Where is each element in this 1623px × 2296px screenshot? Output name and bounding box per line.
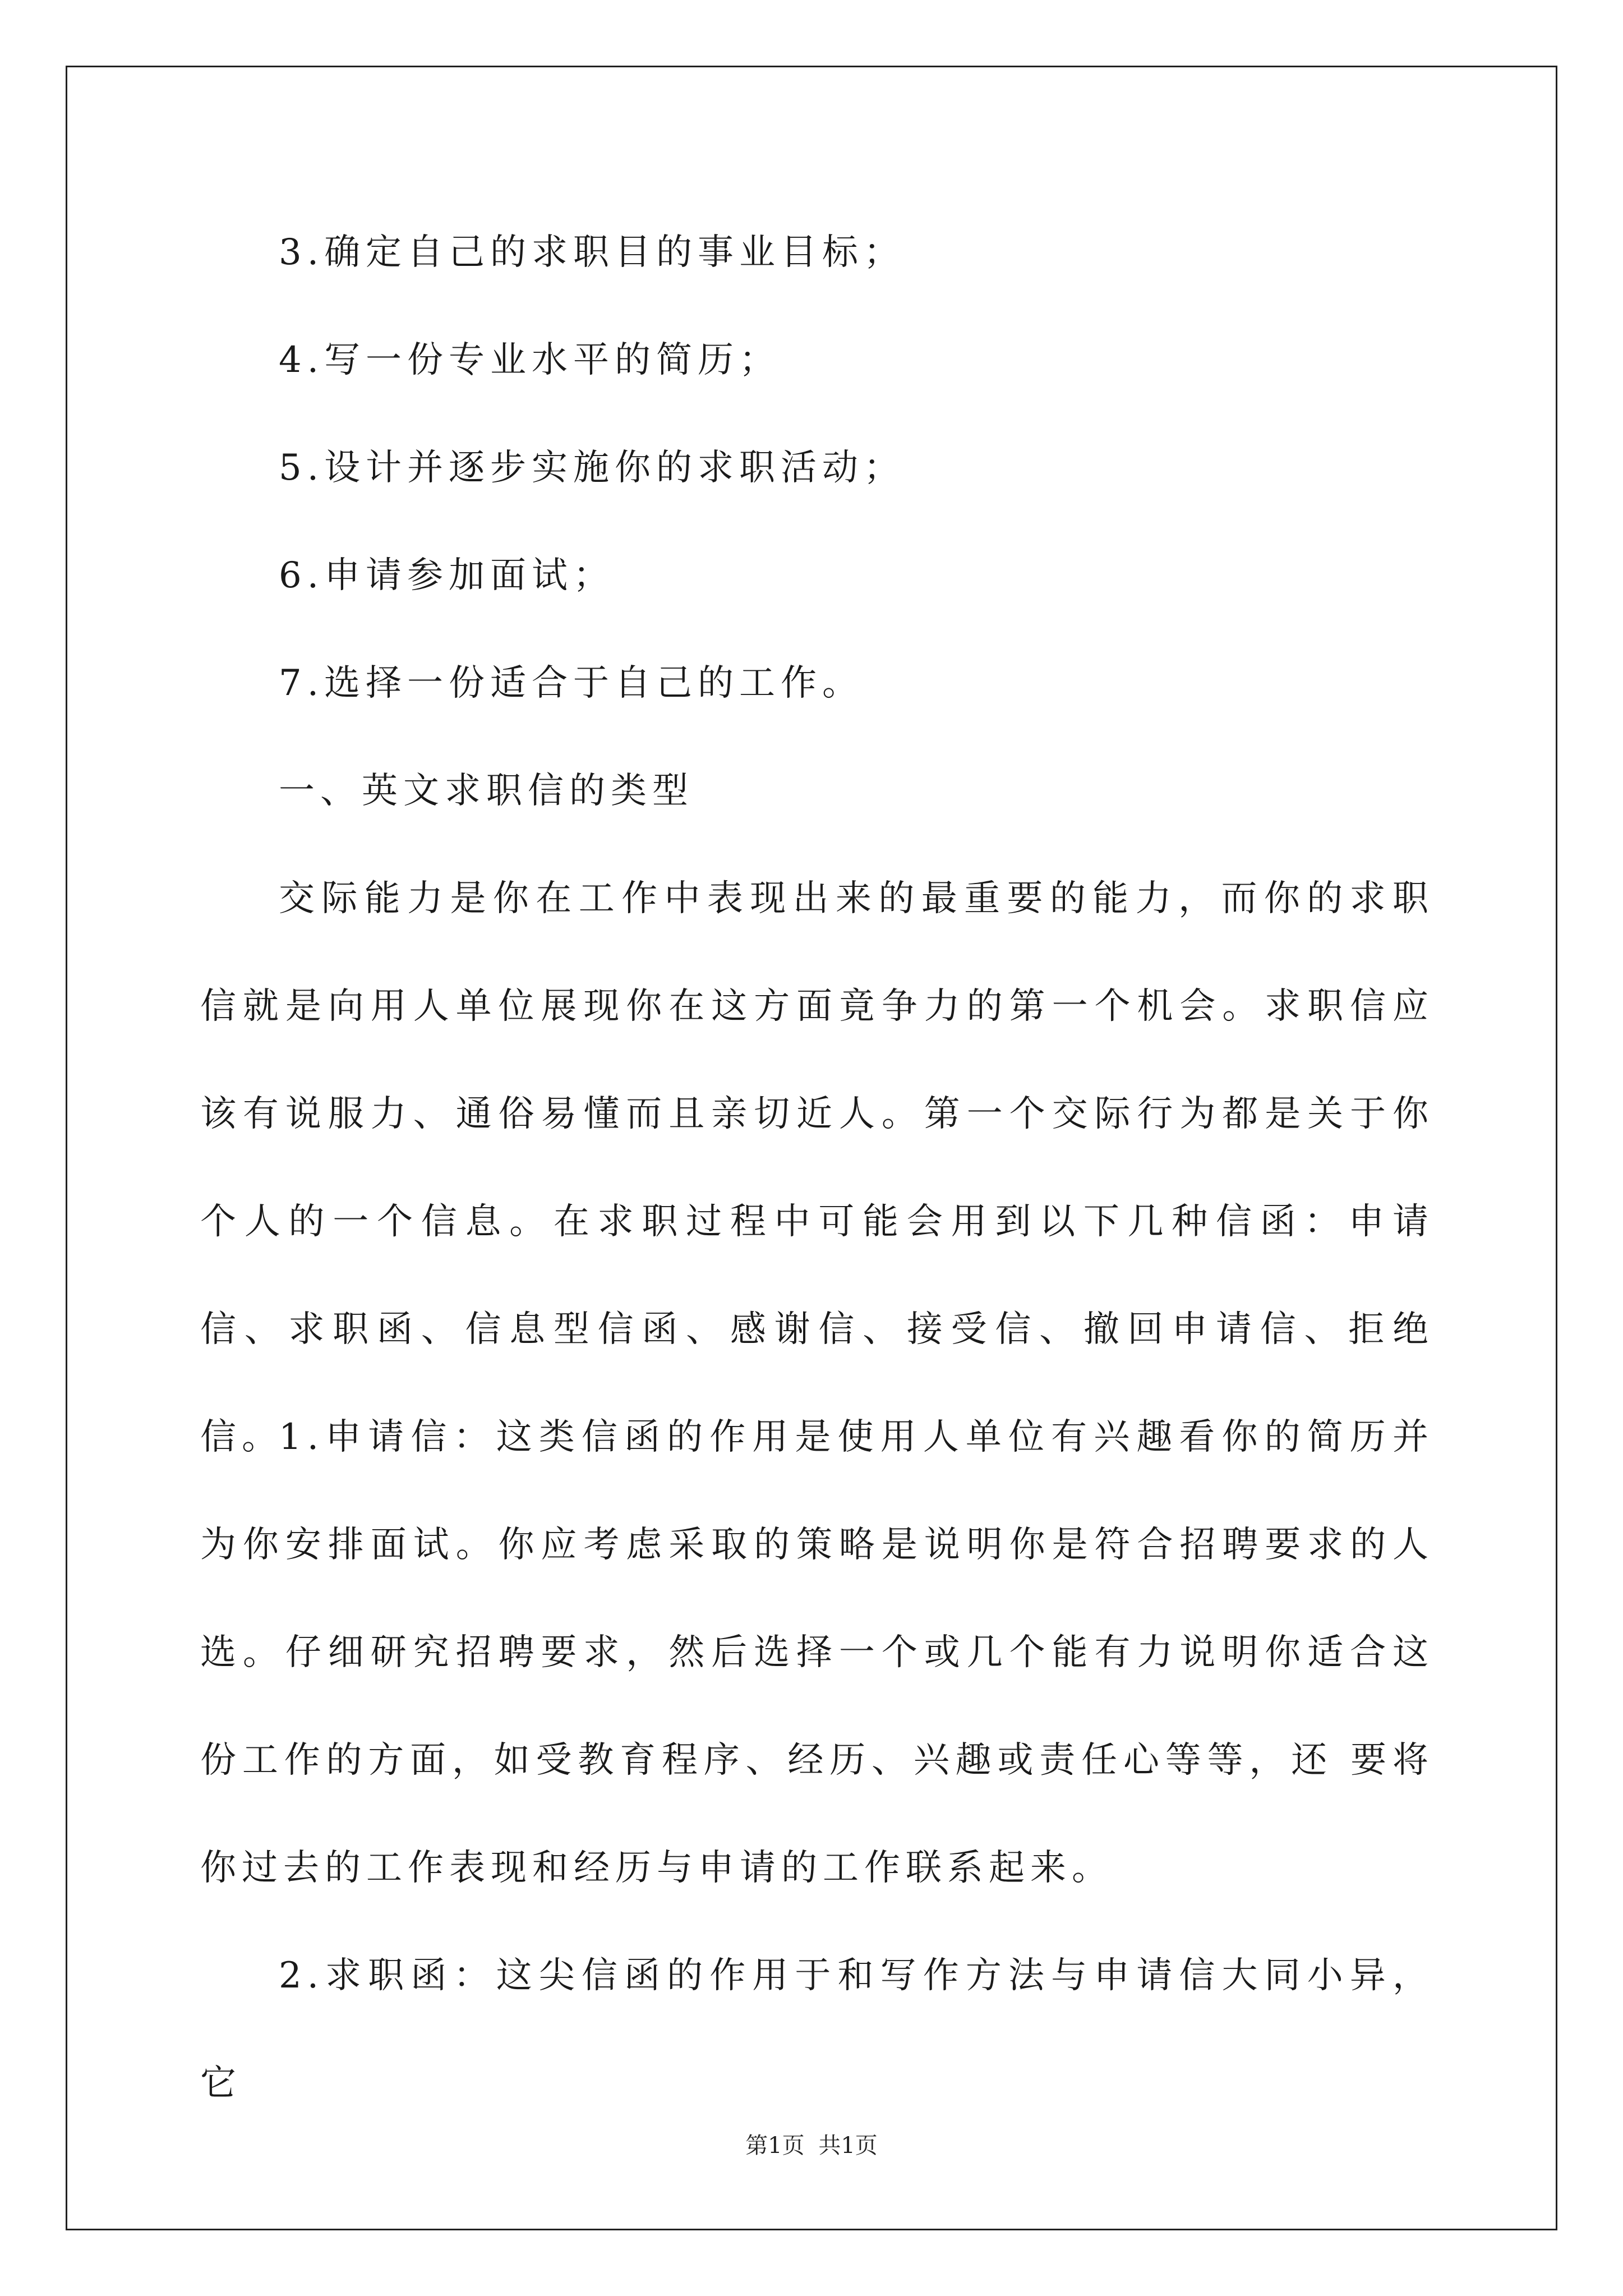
section-heading: 一、英文求职信的类型 bbox=[279, 770, 694, 812]
body-paragraph: 2.求职函：这尖信函的作用于和写作方法与申请信大同小异，它 bbox=[200, 1955, 1434, 2104]
body-paragraph: 交际能力是你在工作中表现出来的最重要的能力，而你的求职信就是向用人单位展现你在这方面竟争力的第一个机会。求职信应该有说服力、通俗易懂而且亲切近人。第一个交际行为都是关于你个人的一个信息。在求职过程中可能会用到以下几种信函：申请信、求职函、信息型信函、感谢信、接受信、撤回申请信、拒绝信。 bbox=[200, 878, 1434, 1458]
list-item: 5.设计并逐步实施你的求职活动； bbox=[279, 447, 906, 489]
page-footer bbox=[0, 2132, 1623, 2160]
list-item: 3.确定自己的求职目的事业目标； bbox=[279, 232, 906, 273]
page-total: 共1页 bbox=[818, 2133, 878, 2159]
page-number: 第1页 bbox=[745, 2133, 805, 2159]
body-paragraph: 1.申请信：这类信函的作用是使用人单位有兴趣看你的简历并为你安排面试。你应考虑采取的策略是说明你是符合招聘要求的人选。仔细研究招聘要求，然后选择一个或几个能有力说明你适合这份工作的方面，如受教育程序、经历、兴趣或责任心等等，还 要将你过去的工作表现和经历与申请的工作联系起来。 bbox=[200, 1416, 1434, 1889]
list-item: 6.申请参加面试； bbox=[279, 555, 615, 596]
list-item: 4.写一份专业水平的简历； bbox=[279, 339, 781, 381]
list-item: 7.选择一份适合于自己的工作。 bbox=[279, 662, 864, 704]
